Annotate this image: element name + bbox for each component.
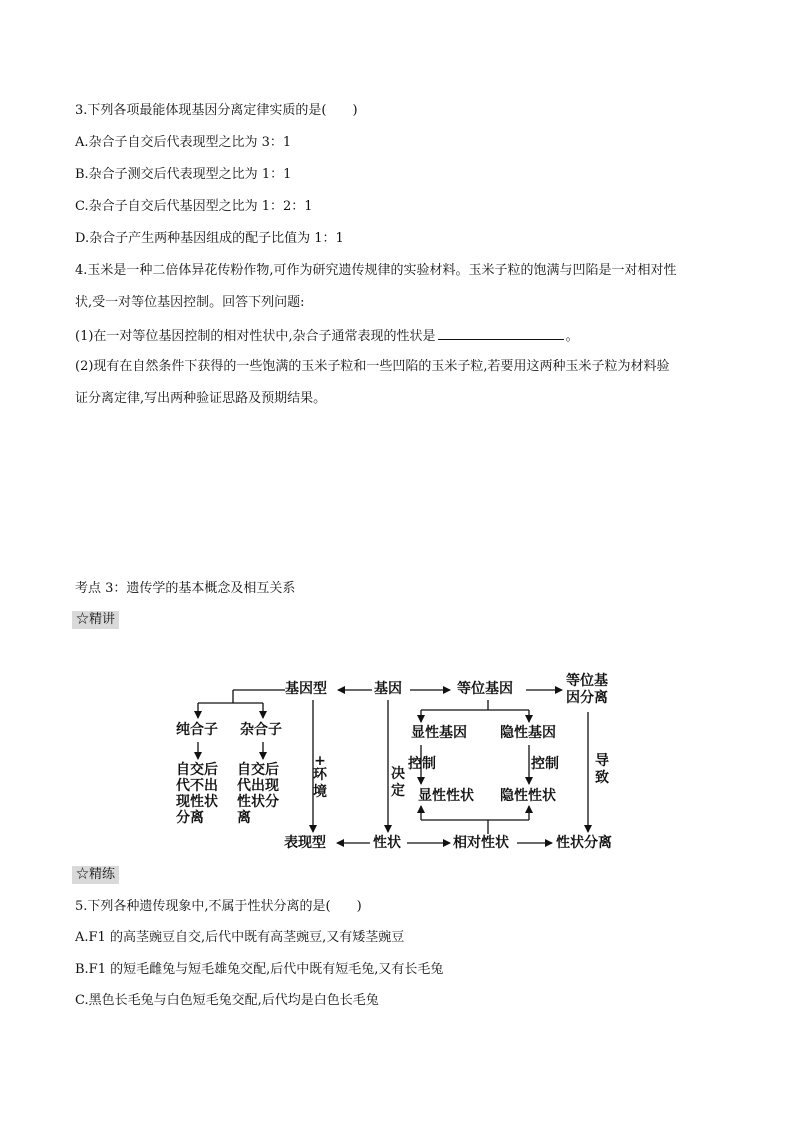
q3-option-b: B.杂合子测交后代表现型之比为 1：1 [75, 167, 292, 182]
node-homozygote: 纯合子 [176, 722, 218, 738]
q3-stem: 3.下列各项最能体现基因分离定律实质的是( ) [75, 103, 358, 118]
q5-option-c: C.黑色长毛兔与白色短毛兔交配,后代均是白色长毛兔 [75, 993, 379, 1008]
node-allele-separation-1: 等位基 [566, 673, 608, 689]
hetero-desc-1: 自交后 [237, 762, 279, 778]
label-decide-1: 决 [391, 766, 405, 782]
section-title: 考点 3：遗传学的基本概念及相互关系 [75, 581, 296, 596]
tag-lecture: ☆精讲 [72, 611, 119, 629]
node-heterozygote: 杂合子 [240, 722, 282, 738]
q3-option-a: A.杂合子自交后代表现型之比为 3：1 [75, 135, 292, 150]
tag-practice: ☆精练 [72, 866, 119, 884]
label-env-plus: + [314, 753, 326, 769]
node-gene: 基因 [374, 681, 402, 697]
q3-option-c: C.杂合子自交后代基因型之比为 1：2：1 [75, 199, 313, 214]
label-env-2: 境 [313, 784, 327, 800]
q4-stem-line2: 状,受一对等位基因控制。回答下列问题: [75, 295, 305, 310]
label-decide-2: 定 [391, 783, 405, 799]
node-trait-separation: 性状分离 [556, 835, 612, 851]
homo-desc-2: 代不出 [176, 778, 218, 794]
node-recessive-trait: 隐性性状 [500, 788, 556, 804]
homo-desc-3: 现性状 [176, 794, 218, 810]
q5-option-a: A.F1 的高茎豌豆自交,后代中既有高茎豌豆,又有矮茎豌豆 [75, 930, 405, 945]
label-lead-2: 致 [595, 770, 609, 786]
q4-part1-suffix: 。 [565, 329, 579, 344]
q4-part2-line2: 证分离定律,写出两种验证思路及预期结果。 [75, 391, 327, 406]
node-allele: 等位基因 [457, 681, 513, 697]
node-allele-separation-2: 因分离 [566, 690, 608, 706]
label-control-left: 控制 [408, 756, 436, 772]
q5-stem: 5.下列各种遗传现象中,不属于性状分离的是( ) [75, 899, 362, 914]
node-dominant-gene: 显性基因 [411, 725, 467, 741]
node-genotype: 基因型 [285, 681, 327, 697]
q4-part1-prefix: (1)在一对等位基因控制的相对性状中,杂合子通常表现的性状是 [75, 329, 436, 344]
label-control-right: 控制 [531, 756, 559, 772]
node-trait: 性状 [373, 835, 401, 851]
node-dominant-trait: 显性性状 [418, 788, 474, 804]
node-relative-trait: 相对性状 [453, 835, 509, 851]
hetero-desc-4: 离 [237, 810, 251, 826]
q4-stem-line1: 4.玉米是一种二倍体异花传粉作物,可作为研究遗传规律的实验材料。玉米子粒的饱满与凹陷是一对相对性 [75, 263, 677, 278]
node-phenotype: 表现型 [284, 835, 326, 851]
label-lead-1: 导 [595, 753, 609, 769]
label-env-1: 环 [313, 767, 327, 783]
q5-option-b: B.F1 的短毛雌兔与短毛雄兔交配,后代中既有短毛兔,又有长毛兔 [75, 962, 444, 977]
hetero-desc-2: 代出现 [237, 778, 279, 794]
q4-part2-line1: (2)现有在自然条件下获得的一些饱满的玉米子粒和一些凹陷的玉米子粒,若要用这两种玉米子粒为材料验 [75, 359, 670, 374]
node-recessive-gene: 隐性基因 [500, 725, 556, 741]
q3-option-d: D.杂合子产生两种基因组成的配子比值为 1：1 [75, 231, 344, 246]
homo-desc-1: 自交后 [176, 762, 218, 778]
hetero-desc-3: 性状分 [237, 794, 279, 810]
homo-desc-4: 分离 [176, 810, 204, 826]
